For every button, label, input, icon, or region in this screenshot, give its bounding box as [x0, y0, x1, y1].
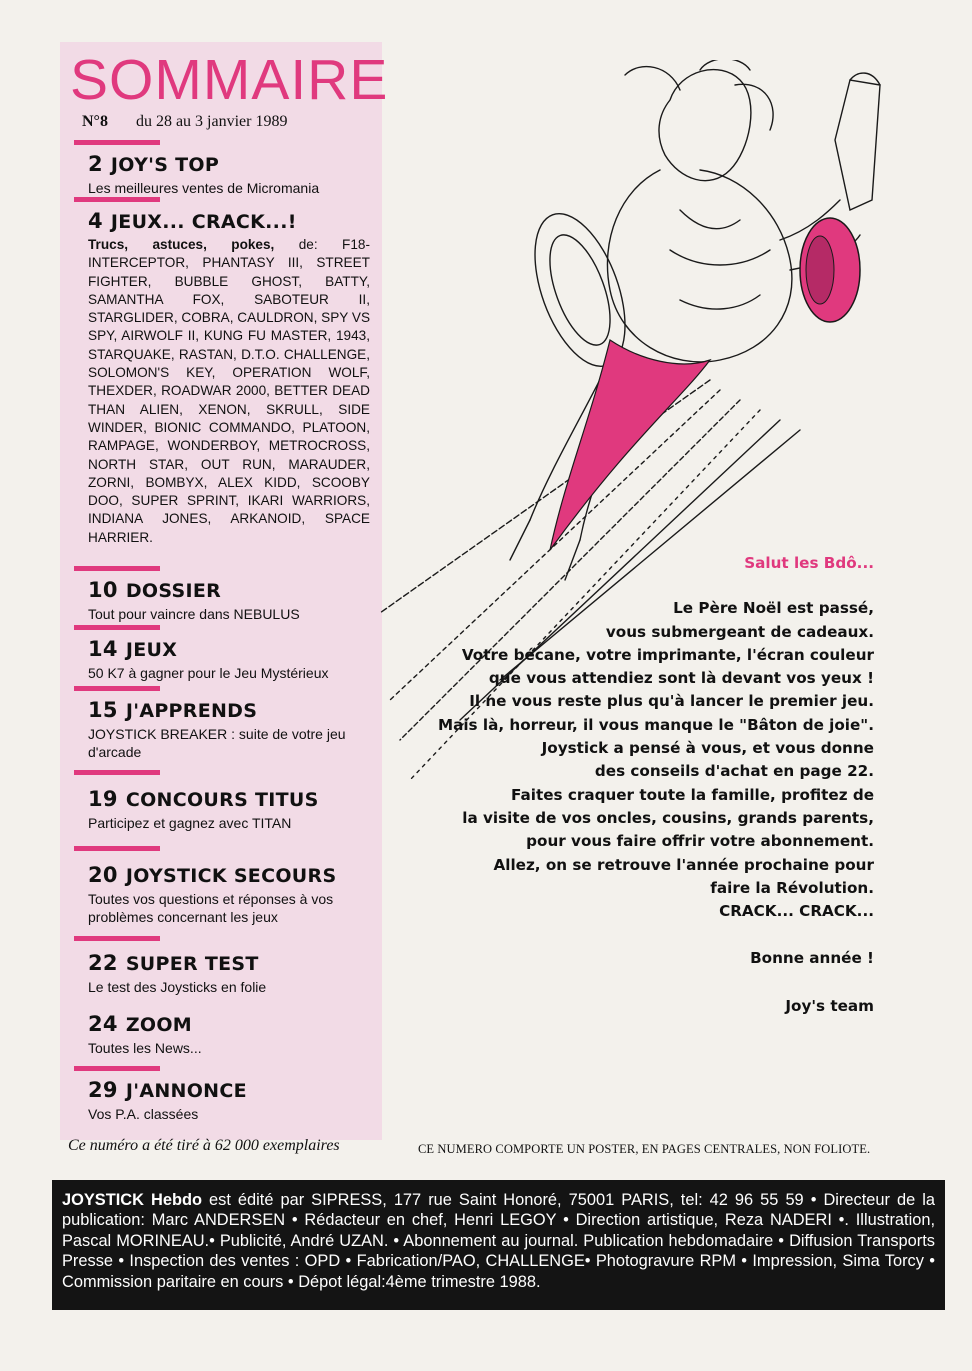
issue-info — [82, 113, 287, 131]
issue-number: N°8 — [82, 113, 108, 130]
toc-heading: 19 CONCOURS TITUS — [88, 787, 319, 811]
editorial-line: Faites craquer toute la famille, profitez de — [511, 785, 874, 804]
section-divider — [74, 1066, 160, 1071]
editorial-line: Joystick a pensé à vous, et vous donne — [541, 739, 874, 758]
editorial-line: CRACK... CRACK... — [719, 902, 874, 921]
page-title: SOMMAIRE — [70, 48, 389, 112]
editorial-line: pour vous faire offrir votre abonnement. — [526, 832, 874, 851]
toc-heading: 15 J'APPRENDS — [88, 698, 258, 722]
editorial-line: Allez, on se retrouve l'année prochaine pour — [493, 855, 874, 874]
editorial-line: Votre bécane, votre imprimante, l'écran couleur — [461, 645, 874, 664]
colophon — [52, 1180, 945, 1310]
editorial-line: Il ne vous reste plus qu'à lancer le premier jeu. — [469, 692, 874, 711]
toc-description: Toutes les News... — [88, 1040, 202, 1056]
editorial-closing: Bonne année ! — [750, 949, 874, 968]
toc-entry-concours-titus[interactable] — [74, 770, 374, 832]
toc-description: Toutes vos questions et réponses à vos problèmes concernant les jeux — [88, 891, 334, 925]
colophon-text: est édité par SIPRESS, 177 rue Saint Honoré, 75001 PARIS, tel: 42 96 55 59 • Directeur de la publication: Marc ANDERSEN • Rédacteur en chef, Henri LEGOY • Direction artistique, Reza NADERI •. Illustration, Pascal MORINEAU.• Publicité, André UZAN. • Abonnement au journal. Publication hebdomadaire • Diffusion Transports Presse • Inspection des ventes : OPD • Fabrication/PAO, CHALLENGE• Photogravure RPM • Impression, Sima Torcy • Commission paritaire en cours • Dépot légal:4ème trimestre 1988. — [62, 1191, 935, 1291]
toc-heading: 4 JEUX... CRACK...! — [88, 209, 297, 233]
section-divider — [74, 686, 160, 691]
editorial-line: Mais là, horreur, il vous manque le "Bâton de joie". — [437, 715, 874, 734]
editorial-line: Le Père Noël est passé, — [673, 599, 874, 618]
toc-heading: 10 DOSSIER — [88, 578, 222, 602]
toc-description: Participez et gagnez avec TITAN — [88, 815, 292, 831]
toc-description: Trucs, astuces, pokes, de: F18-INTERCEPTOR, PHANTASY III, STREET FIGHTER, BUBBLE GHOST, BATTY, SAMANTHA FOX, SABOTEUR II, STARGLIDER, COBRA, CAULDRON, SPY VS SPY, AIRWOLF II, KUNG FU MASTER, 1943, STARQUAKE, RASTAN, D.T.O. CHALLENGE, SOLOMON'S KEY, OPERATION WOLF, THEXDER, ROADWAR 2000, BETTER DEAD THAN ALIEN, XENON, SKRULL, SIDE WINDER, BIONIC COMMANDO, PLATOON, RAMPAGE, WONDERBOY, METROCROSS, NORTH STAR, OUT RUN, MARAUDER, ZORNI, BOMBYX, ALEX KIDD, SCOOBY DOO, SUPER SPRINT, IKARI WARRIORS, INDIANA JONES, ARKANOID, SPACE HARRIER. — [88, 237, 371, 545]
toc-entry-jeux[interactable] — [74, 625, 374, 682]
toc-description: Vos P.A. classées — [88, 1106, 199, 1122]
toc-entry-joystick-secours[interactable] — [74, 846, 374, 926]
editorial-line: que vous attendiez sont là devant vos yeux ! — [488, 669, 874, 688]
editorial-line: faire la Révolution. — [710, 878, 874, 897]
toc-heading: 22 SUPER TEST — [88, 951, 259, 975]
section-divider — [74, 140, 160, 145]
toc-entry-joys-top[interactable] — [74, 140, 374, 197]
editorial-signature: Joy's team — [785, 996, 874, 1015]
editorial-line: des conseils d'achat en page 22. — [594, 762, 874, 781]
section-divider — [74, 566, 160, 571]
toc-entry-jeux-crack[interactable] — [74, 197, 374, 547]
editorial-line: vous submergeant de cadeaux. — [605, 622, 874, 641]
section-divider — [74, 936, 160, 941]
toc-entry-zoom[interactable] — [74, 1006, 374, 1057]
toc-description-lead: Trucs, astuces, pokes, — [88, 237, 275, 252]
toc-entry-super-test[interactable] — [74, 936, 374, 996]
toc-description: 50 K7 à gagner pour le Jeu Mystérieux — [88, 665, 329, 681]
section-divider — [74, 625, 160, 630]
toc-heading: 14 JEUX — [88, 637, 178, 661]
print-run-note: Ce numéro a été tiré à 62 000 exemplaires — [68, 1137, 340, 1154]
poster-note: CE NUMERO COMPORTE UN POSTER, EN PAGES CENTRALES, NON FOLIOTE. — [418, 1142, 871, 1156]
toc-description: Le test des Joysticks en folie — [88, 979, 267, 995]
section-divider — [74, 197, 160, 202]
section-divider — [74, 770, 160, 775]
toc-entry-dossier[interactable] — [74, 566, 374, 623]
toc-description: Tout pour vaincre dans NEBULUS — [88, 606, 300, 622]
editorial-text — [404, 552, 874, 1018]
toc-entry-japprends[interactable] — [74, 686, 374, 761]
colophon-brand: JOYSTICK Hebdo — [62, 1191, 202, 1209]
toc-description: JOYSTICK BREAKER : suite de votre jeu d'arcade — [88, 726, 346, 760]
section-divider — [74, 846, 160, 851]
toc-heading: 20 JOYSTICK SECOURS — [88, 863, 337, 887]
issue-dates: du 28 au 3 janvier 1989 — [135, 113, 288, 130]
editorial-greeting: Salut les Bdô... — [744, 554, 874, 572]
toc-description: Les meilleures ventes de Micromania — [88, 180, 320, 196]
toc-entry-jannonce[interactable] — [74, 1066, 374, 1123]
toc-heading: 2 JOY'S TOP — [88, 152, 220, 176]
toc-heading: 24 ZOOM — [88, 1012, 193, 1036]
editorial-line: la visite de vos oncles, cousins, grands parents, — [462, 808, 874, 827]
toc-heading: 29 J'ANNONCE — [88, 1078, 247, 1102]
